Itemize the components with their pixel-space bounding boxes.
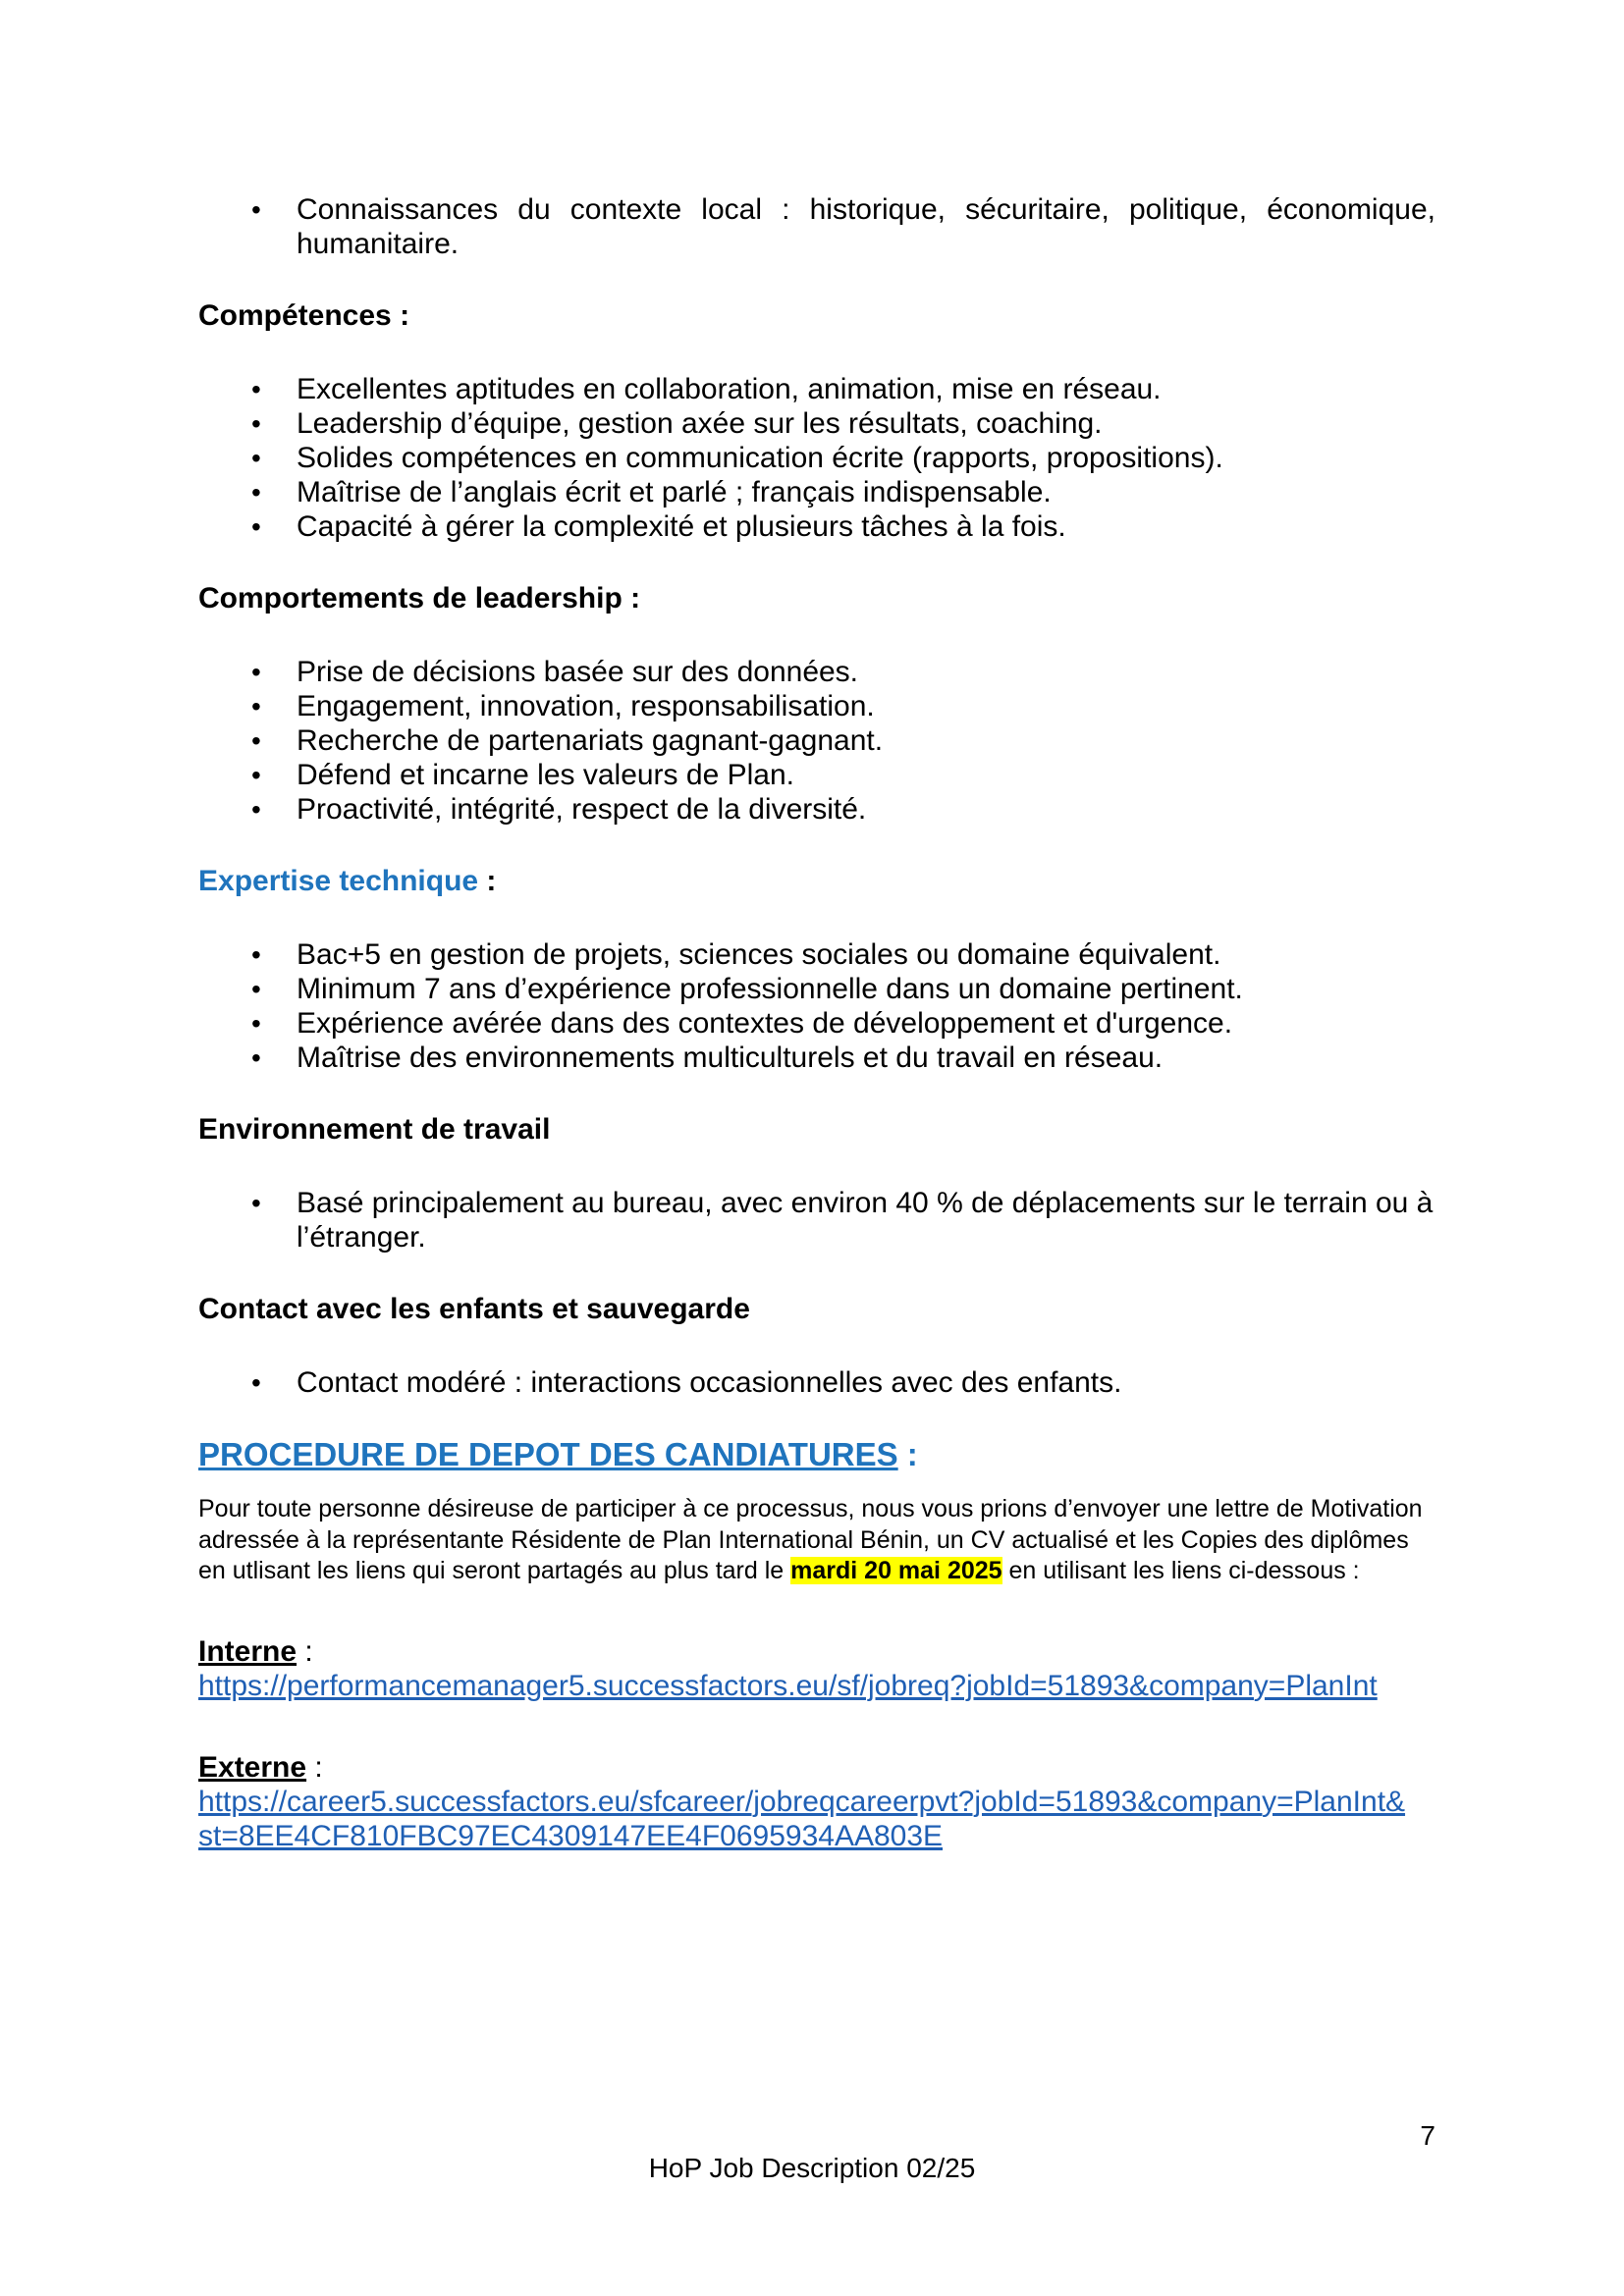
- internal-label: [198, 1634, 1435, 1669]
- list-item: • Excellentes aptitudes en collaboration, animation, mise en réseau.: [198, 372, 1435, 406]
- external-label-text: Externe: [198, 1750, 307, 1784]
- page-footer: HoP Job Description 02/25: [648, 2153, 976, 2183]
- list-item: • Engagement, innovation, responsabilisation.: [198, 689, 1435, 723]
- procedure-paragraph: [198, 1494, 1435, 1587]
- list-item: • Proactivité, intégrité, respect de la diversité.: [198, 792, 1435, 827]
- internal-link[interactable]: https://performancemanager5.successfactors.eu/sf/jobreq?jobId=51893&company=PlanInt: [198, 1669, 1378, 1702]
- contact-heading: Contact avec les enfants et sauvegarde: [198, 1293, 750, 1325]
- list-item: • Minimum 7 ans d’expérience professionnelle dans un domaine pertinent.: [198, 972, 1435, 1006]
- competences-list: [198, 372, 1435, 544]
- list-item: • Recherche de partenariats gagnant-gagnant.: [198, 723, 1435, 758]
- list-item: • Contact modéré : interactions occasionnelles avec des enfants.: [198, 1365, 1435, 1400]
- expertise-heading: [198, 864, 1435, 898]
- external-link[interactable]: [198, 1785, 1435, 1853]
- list-item: • Prise de décisions basée sur des données.: [198, 655, 1435, 689]
- external-label-suffix: :: [306, 1750, 323, 1784]
- external-link-line[interactable]: st=8EE4CF810FBC97EC4309147EE4F0695934AA803E: [198, 1819, 944, 1852]
- competences-heading: Compétences :: [198, 299, 410, 332]
- expertise-heading-suffix: :: [478, 865, 497, 897]
- procedure-title: [198, 1435, 1435, 1474]
- context-list: [198, 192, 1435, 261]
- deadline-highlight: mardi 20 mai 2025: [790, 1557, 1002, 1584]
- internal-label-text: Interne: [198, 1634, 298, 1668]
- contact-list: [198, 1365, 1435, 1400]
- list-item: • Leadership d’équipe, gestion axée sur les résultats, coaching.: [198, 406, 1435, 441]
- internal-label-suffix: :: [297, 1634, 313, 1668]
- page-number: 7: [1420, 2120, 1435, 2151]
- list-item: • Basé principalement au bureau, avec environ 40 % de déplacements sur le terrain ou à l’étranger.: [198, 1186, 1435, 1255]
- expertise-heading-label: Expertise technique: [198, 865, 479, 897]
- procedure-text-before: Pour toute personne désireuse de participer à ce processus, nous vous prions d’envoyer une lettre de Motivation adressée à la représentante Résidente de Plan International Bénin, un CV actualisé et les Copies des diplômes en utlisant les liens qui seront partagés au plus tard le: [198, 1495, 1423, 1584]
- external-label: [198, 1750, 1435, 1785]
- leadership-list: [198, 655, 1435, 827]
- list-item: • Défend et incarne les valeurs de Plan.: [198, 758, 1435, 792]
- list-item: • Capacité à gérer la complexité et plusieurs tâches à la fois.: [198, 509, 1435, 544]
- list-item: • Expérience avérée dans des contextes de développement et d'urgence.: [198, 1006, 1435, 1041]
- list-item: • Solides compétences en communication écrite (rapports, propositions).: [198, 441, 1435, 475]
- environment-list: [198, 1186, 1435, 1255]
- page-content: [198, 192, 1435, 1853]
- list-item: • Maîtrise de l’anglais écrit et parlé ; français indispensable.: [198, 475, 1435, 509]
- leadership-heading: Comportements de leadership :: [198, 582, 641, 614]
- procedure-title-suffix: :: [897, 1436, 918, 1472]
- procedure-title-text: PROCEDURE DE DEPOT DES CANDIATURES: [198, 1436, 898, 1472]
- list-item: • Maîtrise des environnements multiculturels et du travail en réseau.: [198, 1041, 1435, 1075]
- list-item: • Connaissances du contexte local : historique, sécuritaire, politique, économique, humanitaire.: [198, 192, 1435, 261]
- external-link-line[interactable]: https://career5.successfactors.eu/sfcareer/jobreqcareerpvt?jobId=51893&company=PlanInt&: [198, 1785, 1406, 1818]
- expertise-list: [198, 937, 1435, 1075]
- list-item: • Bac+5 en gestion de projets, sciences sociales ou domaine équivalent.: [198, 937, 1435, 972]
- procedure-text-after: en utilisant les liens ci-dessous :: [1001, 1557, 1360, 1584]
- environment-heading: Environnement de travail: [198, 1113, 551, 1146]
